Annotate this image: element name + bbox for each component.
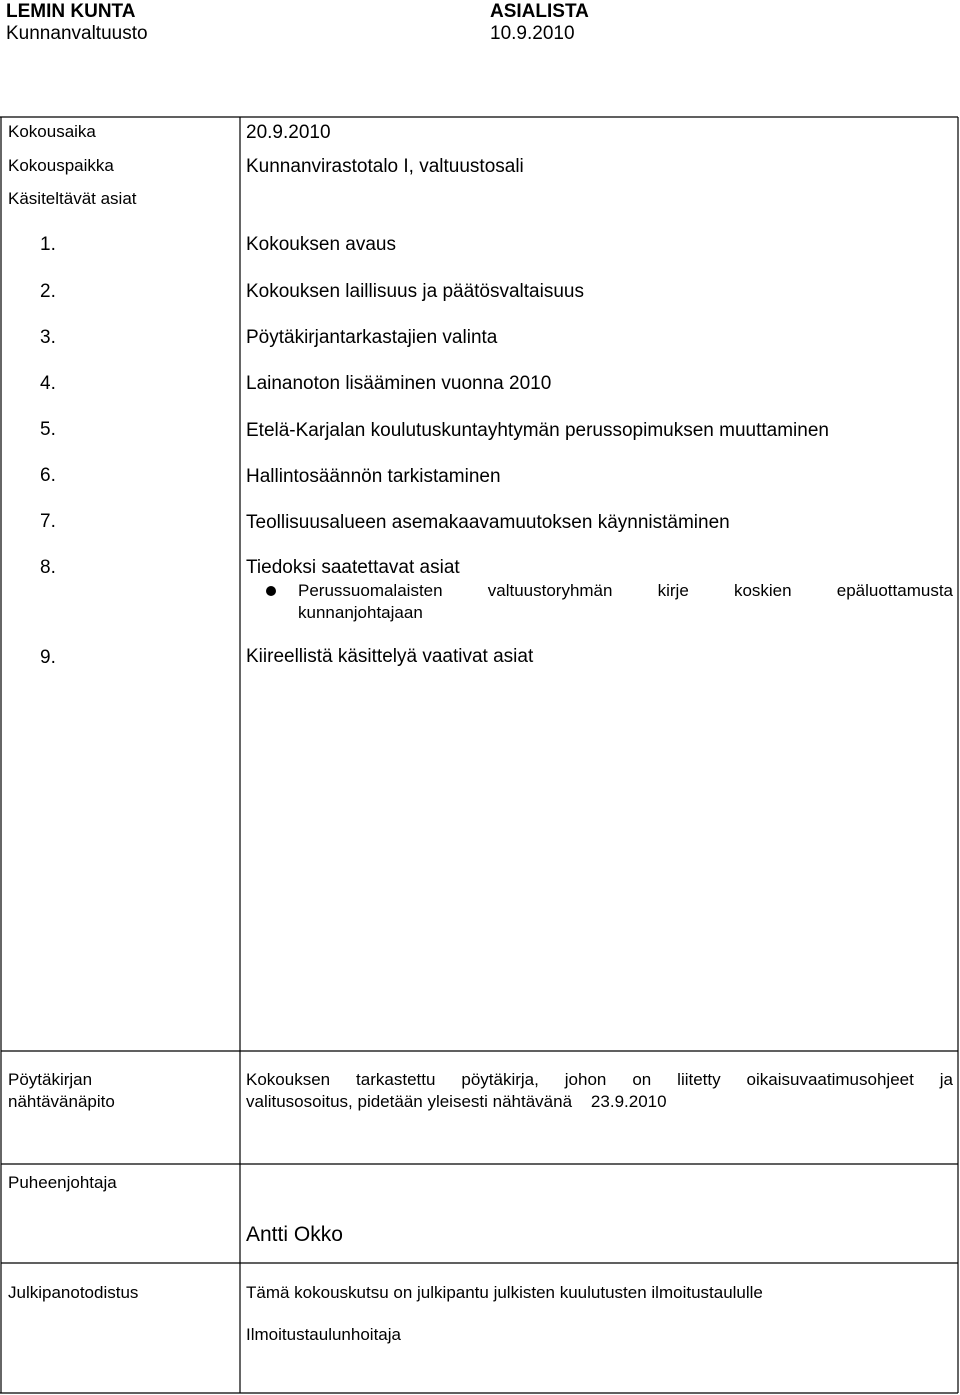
minutes-label: Pöytäkirjan: [8, 1070, 93, 1089]
meeting-place-label: Kokouspaikka: [8, 156, 114, 175]
meeting-time-value: 20.9.2010: [246, 122, 331, 143]
agenda-item-number: 1.: [40, 234, 56, 255]
agenda-subitem-text-continued: kunnanjohtajaan: [298, 603, 423, 622]
agenda-item-title: Kiireellistä käsittelyä vaativat asiat: [246, 646, 534, 667]
bullet-icon: [266, 586, 276, 596]
agenda-item-title: Teollisuusalueen asemakaavamuutoksen käynnistäminen: [246, 512, 730, 533]
notice-label: Julkipanotodistus: [8, 1283, 139, 1302]
meeting-time-label: Kokousaika: [8, 122, 96, 141]
agenda-item-number: 2.: [40, 281, 56, 302]
document-type: ASIALISTA: [490, 1, 589, 22]
agenda-item-title: Kokouksen avaus: [246, 234, 396, 255]
minutes-text-continued: valitusosoitus, pidetään yleisesti nähtävänä 23.9.2010: [246, 1092, 667, 1111]
agenda-item-title: Tiedoksi saatettavat asiat: [246, 557, 460, 578]
agenda-item-number: 8.: [40, 557, 56, 578]
agenda-item-title: Pöytäkirjantarkastajien valinta: [246, 327, 498, 348]
chair-name: Antti Okko: [246, 1223, 343, 1246]
agenda-item-number: 4.: [40, 373, 56, 394]
minutes-text: Kokouksen tarkastettu pöytäkirja, johon on liitetty oikaisuvaatimusohjeet ja: [246, 1070, 953, 1089]
chair-label: Puheenjohtaja: [8, 1173, 117, 1192]
agenda-item-number: 9.: [40, 647, 56, 668]
minutes-label-continued: nähtävänäpito: [8, 1092, 115, 1111]
document-date: 10.9.2010: [490, 23, 575, 44]
agenda-item-number: 3.: [40, 327, 56, 348]
agenda-item-number: 5.: [40, 419, 56, 440]
agenda-item-title: Hallintosäännön tarkistaminen: [246, 466, 501, 487]
agenda-item-title: Lainanoton lisääminen vuonna 2010: [246, 373, 552, 394]
organization-name: LEMIN KUNTA: [6, 1, 136, 22]
agenda-subitem-text: Perussuomalaisten valtuustoryhmän kirje koskien epäluottamusta: [298, 581, 953, 600]
agenda-item-title: Kokouksen laillisuus ja päätösvaltaisuus: [246, 281, 584, 302]
notice-signer: Ilmoitustaulunhoitaja: [246, 1325, 401, 1344]
agenda-item-number: 6.: [40, 465, 56, 486]
agenda-item-number: 7.: [40, 511, 56, 532]
agenda-items-label: Käsiteltävät asiat: [8, 189, 137, 208]
notice-text: Tämä kokouskutsu on julkipantu julkisten kuulutusten ilmoitustaululle: [246, 1283, 763, 1302]
meeting-place-value: Kunnanvirastotalo I, valtuustosali: [246, 156, 524, 177]
agenda-item-title: Etelä-Karjalan koulutuskuntayhtymän perussopimuksen muuttaminen: [246, 420, 829, 441]
council-name: Kunnanvaltuusto: [6, 23, 148, 44]
